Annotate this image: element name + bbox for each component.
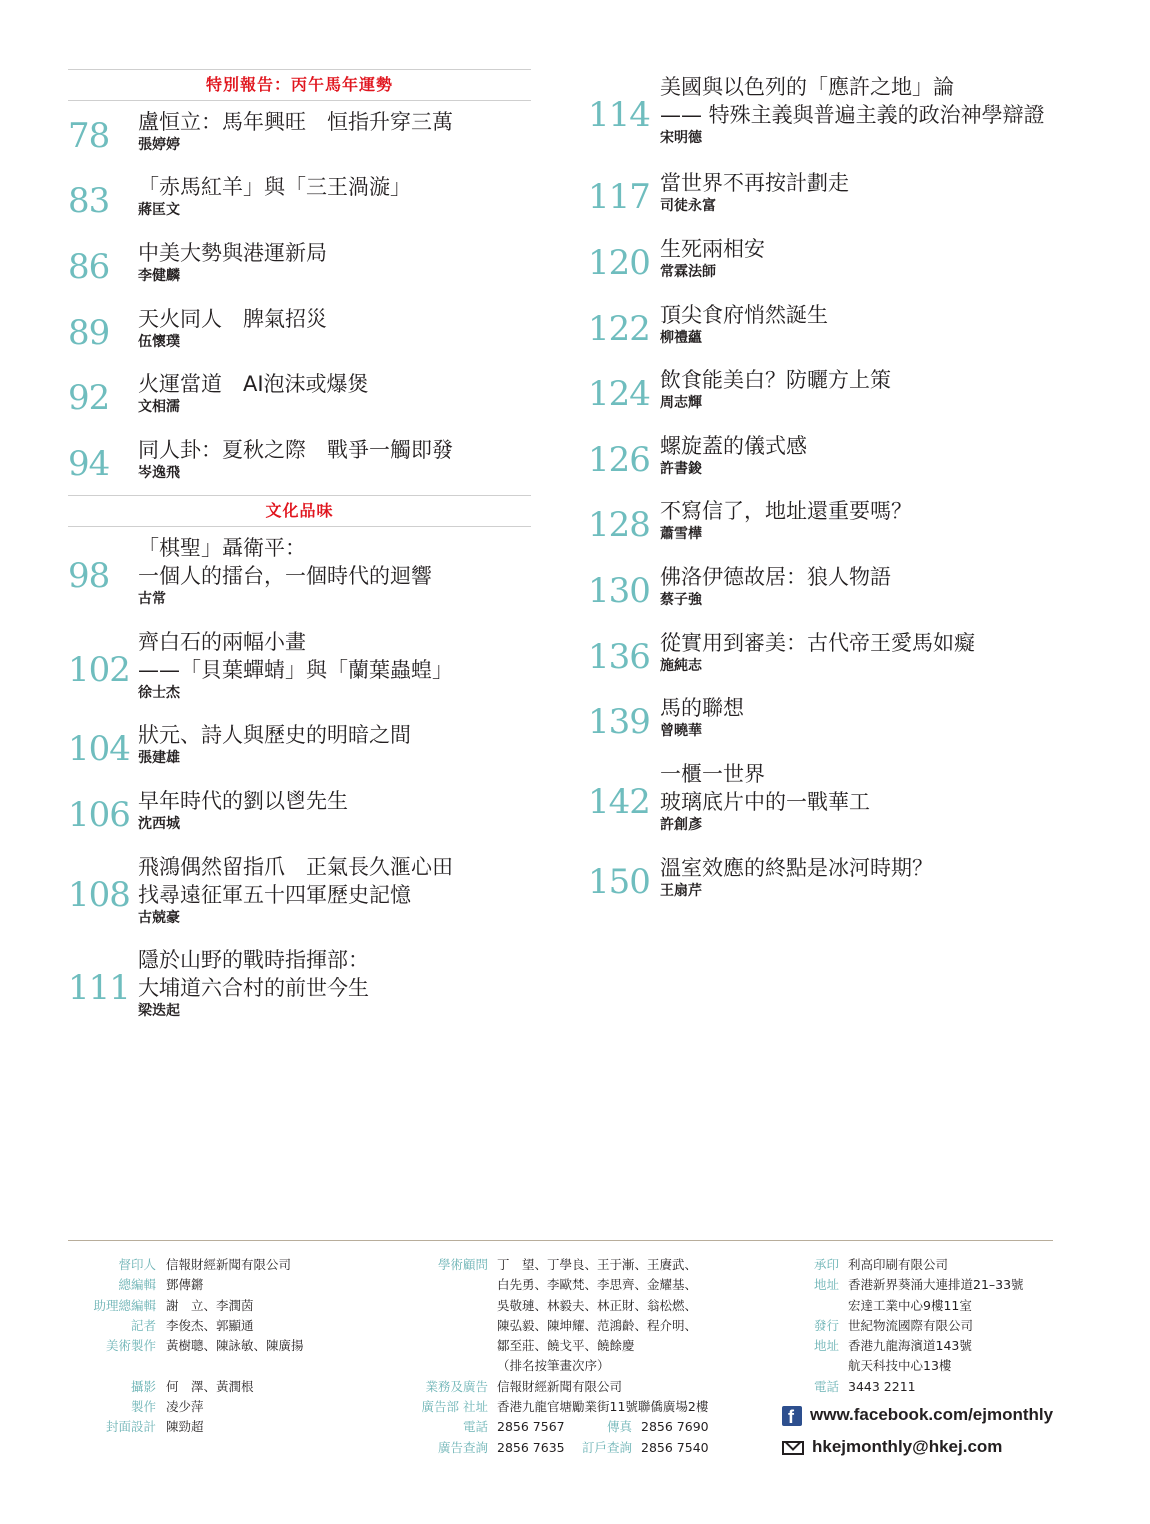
entry-author: 徐士杰 (138, 685, 180, 701)
credit-label: 記者 (130, 1317, 156, 1333)
credit-value: 鄒至莊、饒戈平、饒餘慶 (497, 1338, 635, 1354)
credit-value: 香港九龍官塘勵業街11號聯僑廣場2樓 (497, 1399, 709, 1415)
entry-title: 早年時代的劉以鬯先生 (138, 789, 348, 813)
credit-value: 2856 7567 (497, 1419, 565, 1435)
credit-row (780, 1336, 1080, 1356)
entry-author: 王扇芹 (660, 883, 702, 899)
page-number: 106 (68, 795, 130, 835)
credit-value: 信報財經新聞有限公司 (497, 1378, 623, 1394)
entry-author: 古常 (138, 591, 166, 607)
entry-title: 玻璃底片中的一戰華工 (660, 790, 870, 814)
facebook-icon (782, 1406, 802, 1426)
credit-row (68, 1417, 368, 1437)
credit-label: 廣告部 社址 (421, 1399, 488, 1415)
credit-value: 陳弘毅、陳坤耀、范鴻齡、程介明、 (497, 1317, 698, 1333)
email-address: hkejmonthly@hkej.com (812, 1437, 1003, 1456)
credit-value: 利高印刷有限公司 (848, 1257, 949, 1272)
entry-title: 一櫃一世界 (660, 762, 765, 786)
entry-author: 蔡子強 (660, 592, 702, 608)
page-number: 94 (68, 444, 110, 484)
credit-row (68, 1356, 368, 1376)
credit-value: （排名按筆畫次序） (497, 1358, 610, 1374)
entry-title: 飛鴻偶然留指爪 正氣長久滙心田 (138, 855, 453, 879)
page-number: 111 (68, 968, 130, 1008)
credit-value: 航天科技中心13樓 (848, 1358, 952, 1374)
credit-row (400, 1417, 760, 1437)
entry-title: 佛洛伊德故居：狼人物語 (660, 565, 891, 589)
entry-author: 沈西城 (138, 816, 180, 832)
credit-value: 謝 立、李潤茵 (166, 1297, 254, 1313)
entry-title: —— 特殊主義與普遍主義的政治神學辯證 (660, 103, 1045, 127)
credit-row (400, 1356, 760, 1376)
page-number: 89 (68, 313, 110, 353)
credit-value: 信報財經新聞有限公司 (166, 1257, 292, 1272)
credit-value: 李俊杰、郭顯通 (166, 1317, 254, 1333)
entry-title: 飲食能美白？防曬方上策 (660, 368, 891, 392)
envelope-icon (782, 1441, 804, 1455)
credit-row (400, 1275, 760, 1295)
entry-author: 蔣匡文 (138, 202, 180, 218)
entry-title: 狀元、詩人與歷史的明暗之間 (138, 723, 411, 747)
entry-title: 大埔道六合村的前世今生 (138, 976, 369, 1000)
credit-label: 訂戶查詢 (581, 1439, 632, 1455)
credit-row (68, 1275, 368, 1295)
credit-value: 吳敬璉、林毅夫、林正財、翁松燃、 (497, 1297, 698, 1313)
credit-row (68, 1377, 368, 1397)
entry-author: 文相濡 (138, 399, 180, 415)
page-number: 114 (588, 95, 650, 135)
page-number: 120 (588, 243, 650, 283)
entry-author: 許書鋑 (660, 461, 702, 477)
credit-value: 凌少萍 (166, 1399, 204, 1415)
entry-author: 蕭雪樺 (660, 526, 702, 542)
entry-title: 天火同人 脾氣招災 (138, 307, 327, 331)
credits-advisors (400, 1255, 760, 1458)
credit-label: 總編輯 (118, 1277, 156, 1293)
credit-value: 2856 7690 (641, 1419, 709, 1435)
entry-author: 常霖法師 (660, 264, 716, 280)
credit-value: 2856 7635 (497, 1439, 565, 1455)
entry-title: 盧恒立：馬年興旺 恒指升穿三萬 (138, 110, 453, 134)
credit-value: 2856 7540 (641, 1439, 709, 1455)
credit-value: 黃樹聰、陳詠敏、陳廣揚 (166, 1338, 304, 1354)
credit-value: 何 澤、黃潤根 (166, 1378, 254, 1394)
credit-row (400, 1438, 760, 1458)
credit-row (780, 1356, 1080, 1376)
credit-label: 電話 (462, 1419, 488, 1435)
entry-title: 螺旋蓋的儀式感 (660, 434, 807, 458)
entry-title: 隱於山野的戰時指揮部： (138, 948, 369, 972)
credit-row (68, 1316, 368, 1336)
entry-title: 從實用到審美：古代帝王愛馬如癡 (660, 631, 975, 655)
credit-row (68, 1397, 368, 1417)
page-number: 86 (68, 247, 110, 287)
entry-title: ——「貝葉蟬蜻」與「蘭葉蟲蝗」 (138, 658, 453, 682)
entry-author: 岑逸飛 (138, 465, 180, 481)
credit-row (400, 1397, 760, 1417)
credit-row (68, 1255, 368, 1275)
credit-row (400, 1296, 760, 1316)
entry-title: 一個人的擂台，一個時代的迴響 (138, 564, 432, 588)
credit-label: 廣告查詢 (437, 1439, 488, 1455)
page-number: 142 (588, 782, 650, 822)
page-number: 128 (588, 505, 650, 545)
entry-title: 美國與以色列的「應許之地」論 (660, 75, 954, 99)
entry-author: 曾曉華 (660, 723, 702, 739)
entry-title: 當世界不再按計劃走 (660, 171, 849, 195)
page-number: 139 (588, 702, 650, 742)
entry-author: 司徒永富 (660, 198, 716, 214)
credit-label: 學術顧問 (437, 1257, 488, 1272)
credit-row (780, 1255, 1080, 1275)
facebook-link[interactable] (782, 1405, 1053, 1426)
entry-author: 許創彥 (660, 817, 702, 833)
credit-row (400, 1336, 760, 1356)
footer-divider (68, 1240, 1053, 1241)
credit-value: 宏達工業中心9樓11室 (848, 1297, 972, 1313)
facebook-url: www.facebook.com/ejmonthly (810, 1405, 1054, 1424)
credit-label: 地址 (813, 1277, 839, 1293)
credit-label: 傳真 (606, 1419, 632, 1435)
page-number: 136 (588, 637, 650, 677)
credit-value: 香港新界葵涌大連排道21–33號 (848, 1277, 1024, 1293)
page-number: 78 (68, 116, 110, 156)
credits-staff (68, 1255, 368, 1438)
credit-label: 承印 (813, 1257, 839, 1272)
credit-row (68, 1336, 368, 1356)
page-number: 150 (588, 862, 650, 902)
entry-author: 伍懷璞 (138, 334, 180, 350)
entry-title: 溫室效應的終點是冰河時期？ (660, 856, 933, 880)
credit-row (780, 1377, 1080, 1397)
credit-value: 鄧傳鏘 (166, 1277, 204, 1293)
page-number: 104 (68, 729, 130, 769)
page-number: 126 (588, 440, 650, 480)
entry-title: 找尋遠征軍五十四軍歷史記憶 (138, 883, 411, 907)
entry-author: 張婷婷 (138, 137, 180, 153)
credits-printing (780, 1255, 1080, 1397)
entry-title: 不寫信了，地址還重要嗎？ (660, 499, 912, 523)
page-number: 122 (588, 309, 650, 349)
entry-author: 李健麟 (138, 268, 180, 284)
entry-title: 中美大勢與港運新局 (138, 241, 327, 265)
entry-author: 梁迭起 (138, 1003, 180, 1019)
entry-title: 「赤馬紅羊」與「三王渦漩」 (138, 175, 411, 199)
credit-label: 電話 (813, 1378, 839, 1394)
credit-value: 陳勁超 (166, 1419, 204, 1435)
entry-author: 古兢豪 (138, 910, 180, 926)
credit-label: 督印人 (118, 1257, 156, 1272)
entry-author: 張建雄 (138, 750, 180, 766)
credit-row (68, 1296, 368, 1316)
page-number: 102 (68, 650, 130, 690)
credit-row (780, 1316, 1080, 1336)
entry-title: 齊白石的兩幅小畫 (138, 630, 306, 654)
credit-row (400, 1316, 760, 1336)
page-number: 130 (588, 571, 650, 611)
credit-row (780, 1275, 1080, 1295)
credit-label: 業務及廣告 (425, 1378, 488, 1394)
credit-value: 世紀物流國際有限公司 (848, 1317, 974, 1333)
credit-label: 攝影 (130, 1378, 156, 1394)
credit-value: 香港九龍海濱道143號 (848, 1338, 972, 1354)
credit-label: 封面設計 (105, 1419, 156, 1435)
credit-row (400, 1255, 760, 1275)
email-link[interactable] (782, 1437, 1002, 1457)
credit-value: 白先勇、李歐梵、李思齊、金耀基、 (497, 1277, 698, 1293)
page-number: 108 (68, 875, 130, 915)
credit-label: 地址 (813, 1338, 839, 1354)
credit-label: 美術製作 (105, 1338, 156, 1354)
credit-value: 丁 望、丁學良、王于漸、王賡武、 (497, 1257, 698, 1272)
page-number: 117 (588, 177, 650, 217)
credit-label: 助理總編輯 (93, 1297, 156, 1313)
entry-title: 火運當道 AI泡沫或爆煲 (138, 372, 369, 396)
entry-author: 柳禮蘊 (660, 330, 702, 346)
credit-label: 發行 (813, 1317, 839, 1333)
credit-row (780, 1296, 1080, 1316)
entry-title: 生死兩相安 (660, 237, 765, 261)
section-heading-special-report: 特別報告：丙午馬年運勢 (68, 69, 531, 101)
page-number: 83 (68, 181, 110, 221)
page-number: 124 (588, 374, 650, 414)
entry-title: 同人卦：夏秋之際 戰爭一觸即發 (138, 438, 453, 462)
credit-row (400, 1377, 760, 1397)
page-number: 92 (68, 378, 110, 418)
page-number: 98 (68, 556, 110, 596)
entry-title: 馬的聯想 (660, 696, 744, 720)
section-heading-culture: 文化品味 (68, 495, 531, 527)
entry-title: 頂尖食府悄然誕生 (660, 303, 828, 327)
credit-label: 製作 (130, 1399, 156, 1415)
credit-value: 3443 2211 (848, 1378, 916, 1394)
entry-author: 施純志 (660, 658, 702, 674)
entry-author: 宋明德 (660, 130, 702, 146)
entry-author: 周志輝 (660, 395, 702, 411)
entry-title: 「棋聖」聶衛平： (138, 536, 306, 560)
